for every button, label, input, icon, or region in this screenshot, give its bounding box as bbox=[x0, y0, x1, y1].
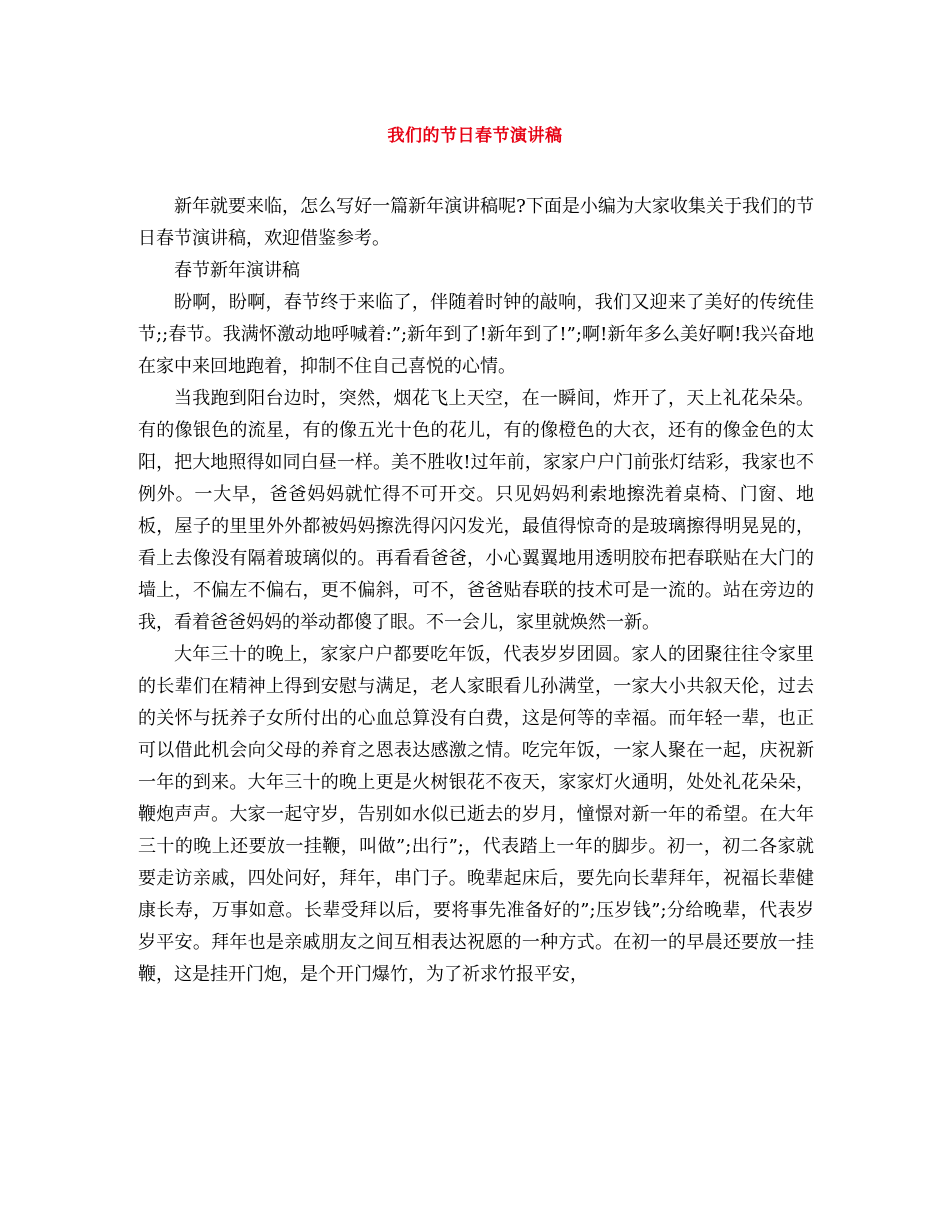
document-body bbox=[138, 191, 814, 991]
paragraph-intro: 新年就要来临，怎么写好一篇新年演讲稿呢?下面是小编为大家收集关于我们的节日春节演讲稿，欢迎借鉴参考。 bbox=[138, 196, 814, 249]
paragraph: 当我跑到阳台边时，突然，烟花飞上天空，在一瞬间，炸开了，天上礼花朵朵。有的像银色的流星，有的像五光十色的花儿，有的像橙色的大衣，还有的像金色的太阳，把大地照得如同白昼一样。美不胜收!过年前，家家户户门前张灯结彩，我家也不例外。一大早，爸爸妈妈就忙得不可开交。只见妈妈利索地擦洗着桌椅、门窗、地板，屋子的里里外外都被妈妈擦洗得闪闪发光，最值得惊奇的是玻璃擦得明晃晃的，看上去像没有隔着玻璃似的。再看看爸爸，小心翼翼地用透明胶布把春联贴在大门的墙上，不偏左不偏右，更不偏斜，可不，爸爸贴春联的技术可是一流的。站在旁边的我，看着爸爸妈妈的举动都傻了眼。不一会儿，家里就焕然一新。 bbox=[138, 388, 814, 633]
paragraph-subtitle: 春节新年演讲稿 bbox=[174, 260, 300, 281]
document-title: 我们的节日春节演讲稿 bbox=[387, 126, 563, 146]
paragraph: 盼啊，盼啊，春节终于来临了，伴随着时钟的敲响，我们又迎来了美好的传统佳节;;春节。我满怀激动地呼喊着:”;新年到了!新年到了!”;啊!新年多么美好啊!我兴奋地在家中来回地跑着，抑制不住自己喜悦的心情。 bbox=[138, 292, 814, 377]
paragraph: 大年三十的晚上，家家户户都要吃年饭，代表岁岁团圆。家人的团聚往往令家里的长辈们在精神上得到安慰与满足，老人家眼看儿孙满堂，一家大小共叙天伦，过去的关怀与抚养子女所付出的心血总算没有白费，这是何等的幸福。而年轻一辈，也正可以借此机会向父母的养育之恩表达感激之情。吃完年饭，一家人聚在一起，庆祝新一年的到来。大年三十的晚上更是火树银花不夜天，家家灯火通明，处处礼花朵朵，鞭炮声声。大家一起守岁，告别如水似已逝去的岁月，憧憬对新一年的希望。在大年三十的晚上还要放一挂鞭，叫做”;出行”;，代表踏上一年的脚步。初一，初二各家就要走访亲戚，四处问好，拜年，串门子。晚辈起床后，要先向长辈拜年，祝福长辈健康长寿，万事如意。长辈受拜以后，要将事先准备好的”;压岁钱”;分给晚辈，代表岁岁平安。拜年也是亲戚朋友之间互相表达祝愿的一种方式。在初一的早晨还要放一挂鞭，这是挂开门炮，是个开门爆竹，为了祈求竹报平安， bbox=[138, 644, 814, 985]
